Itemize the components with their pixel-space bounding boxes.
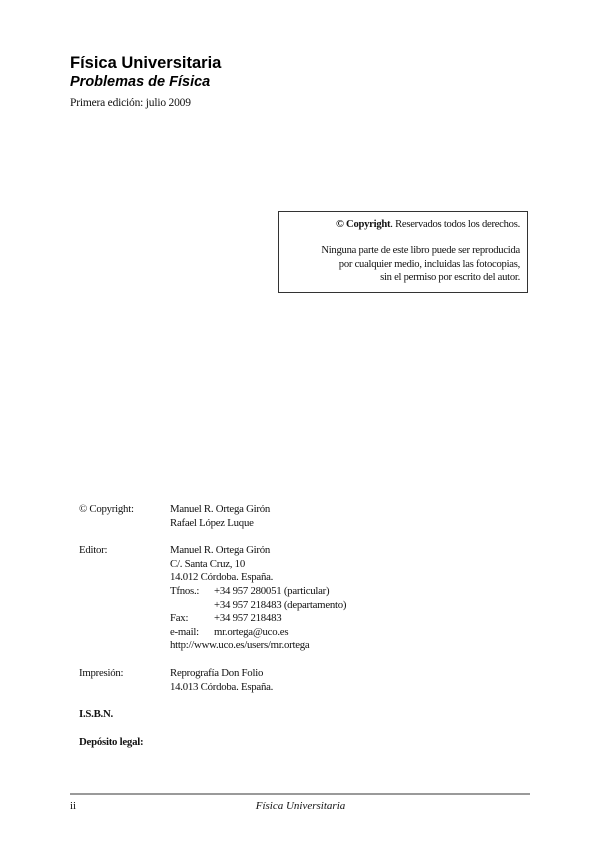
email-row bbox=[170, 626, 346, 640]
printing-row bbox=[79, 667, 346, 694]
fax-number: +34 957 218483 bbox=[214, 612, 282, 625]
printing-label: Impresión: bbox=[79, 666, 124, 679]
copyright-holder: Rafael López Luque bbox=[170, 516, 254, 529]
printer-city: 14.013 Córdoba. España. bbox=[170, 680, 274, 693]
copyright-holders bbox=[170, 503, 270, 530]
fax-label: Fax: bbox=[170, 612, 189, 625]
web-address[interactable]: http://www.uco.es/users/mr.ortega bbox=[170, 639, 310, 652]
editor-label: Editor: bbox=[79, 544, 108, 557]
copyright-row bbox=[79, 503, 346, 530]
printing-details bbox=[170, 667, 273, 694]
copyright-holder: Manuel R. Ortega Girón bbox=[170, 503, 271, 515]
phone-label: Tfnos.: bbox=[170, 584, 200, 597]
running-title-wrap bbox=[0, 800, 601, 812]
phone-row bbox=[170, 585, 346, 599]
copyright-notice-box bbox=[278, 211, 528, 293]
copyright-line-4: sin el permiso por escrito del autor. bbox=[380, 272, 520, 284]
copyright-line-3: por cualquier medio, incluidas las fotocopias, bbox=[338, 258, 520, 270]
book-title: Física Universitaria bbox=[70, 54, 222, 72]
copyright-reserved-text: . Reservados todos los derechos. bbox=[390, 219, 520, 230]
email-label: e-mail: bbox=[170, 625, 199, 638]
legal-deposit-row bbox=[79, 736, 346, 750]
editor-details bbox=[170, 544, 346, 653]
editor-city: 14.012 Córdoba. España. bbox=[170, 571, 274, 584]
editor-name: Manuel R. Ortega Girón bbox=[170, 544, 271, 557]
legal-deposit-label: Depósito legal: bbox=[79, 735, 144, 748]
email-address[interactable]: mr.ortega@uco.es bbox=[214, 625, 289, 638]
copyright-label: © Copyright: bbox=[79, 503, 134, 515]
fax-row bbox=[170, 612, 346, 626]
phone-row-2 bbox=[170, 599, 346, 613]
isbn-label: I.S.B.N. bbox=[79, 708, 114, 721]
printer-name: Reprografía Don Folio bbox=[170, 666, 264, 679]
footer-rule bbox=[70, 793, 530, 795]
editor-row bbox=[79, 544, 346, 653]
running-title: Física Universitaria bbox=[255, 800, 346, 812]
book-subtitle: Problemas de Física bbox=[70, 74, 211, 90]
copyright-line-2: Ninguna parte de este libro puede ser reproducida bbox=[321, 245, 520, 257]
edition-line: Primera edición: julio 2009 bbox=[70, 97, 191, 109]
copyright-heading bbox=[287, 218, 520, 231]
phone-2: +34 957 218483 (departamento) bbox=[214, 598, 347, 611]
copyright-symbol-label: © Copyright bbox=[335, 219, 391, 230]
phone-1: +34 957 280051 (particular) bbox=[214, 584, 330, 597]
editor-street: C/. Santa Cruz, 10 bbox=[170, 557, 245, 570]
title-block bbox=[70, 54, 221, 109]
page-number: ii bbox=[70, 800, 77, 812]
isbn-row bbox=[79, 708, 346, 722]
publication-info bbox=[79, 503, 346, 749]
